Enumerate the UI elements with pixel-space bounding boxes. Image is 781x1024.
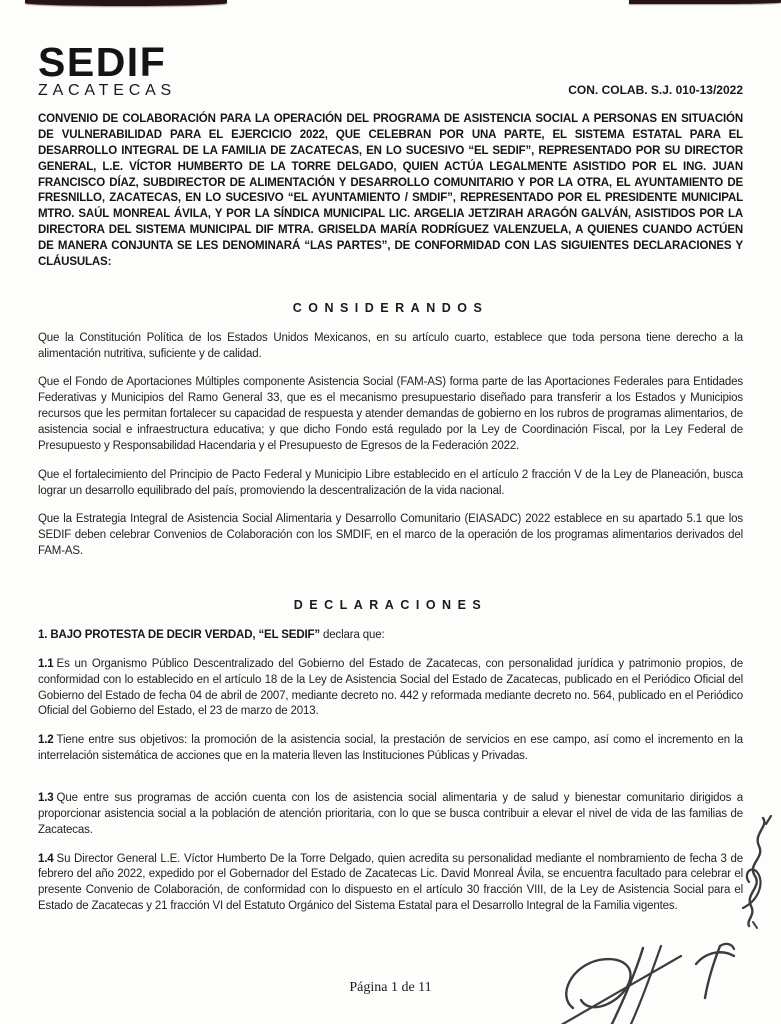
scan-artifact-top-right bbox=[629, 0, 781, 4]
declaration-item-number: 1.2 bbox=[38, 734, 54, 747]
section-title-declaraciones: DECLARACIONES bbox=[293, 597, 488, 612]
considerando-paragraph-3: Que el fortalecimiento del Principio de Pacto Federal y Municipio Libre establecido en el artículo 2 fracción V de la Ley de Planeación, busca lograr un desarrollo equilibrado del país, promoviendo la descentralización de la vida nacional. bbox=[38, 468, 743, 497]
considerando-paragraph-2: Que el Fondo de Aportaciones Múltiples componente Asistencia Social (FAM-AS) forma parte de las Aportaciones Federales para Entidades Federativas y Municipios del Ramo General 33, que es el mecanismo presupuestario diseñado para transferir a los Estados y Municipios recursos que les permitan fortalecer su capacidad de respuesta y atender demandas de gobierno en los rubros de programas alimentarios, de asistencia social e infraestructura educativa; y que dicho Fondo está regulado por la Ley de Coordinación Fiscal, por la Ley Federal de Presupuesto y Responsabilidad Hacendaria y el Presupuesto de Egresos de la Federación 2022. bbox=[38, 376, 743, 452]
logo-subtitle: ZACATECAS bbox=[38, 82, 177, 100]
declaration-item-1-1 bbox=[38, 657, 743, 720]
considerando-paragraph-1: Que la Constitución Política de los Estados Unidos Mexicanos, en su artículo cuarto, establece que toda persona tiene derecho a la alimentación nutritiva, suficiente y de calidad. bbox=[38, 331, 743, 360]
declaration-item-number: 1.3 bbox=[38, 792, 54, 804]
declaration-lead-rest: declara que: bbox=[320, 628, 385, 641]
paragraph-spacer bbox=[38, 778, 743, 791]
declaration-item-text: Es un Organismo Público Descentralizado del Gobierno del Estado de Zacatecas, con personalidad jurídica y patrimonio propios, de conformidad con lo establecido en el artículo 18 de la Ley de Asistencia Social del Estado de Zacatecas, publicado en el Periódico Oficial del Gobierno del Estado de fecha 04 de abril de 2007, mediante decreto no. 442 y reformada mediante decreto no. 564, publicado en el Periódico Oficial del Gobierno del Estado, el 23 de marzo de 2013. bbox=[38, 657, 743, 718]
section-title-considerandos: CONSIDERANDOS bbox=[292, 300, 489, 315]
declaration-item-1-2 bbox=[38, 733, 743, 765]
declaration-item-1-3 bbox=[38, 791, 743, 839]
declaration-item-text: Que entre sus programas de acción cuenta con los de asistencia social alimentaria y de salud y bienestar comunitario dirigidos a proporcionar asistencia social a la población de atención prioritaria, con lo que se busca contribuir a elevar el nivel de vida de las familias de Zacatecas. bbox=[38, 792, 743, 836]
declaration-item-number: 1.4 bbox=[38, 852, 54, 865]
declaration-item-text: Su Director General L.E. Víctor Humberto De la Torre Delgado, quien acredita su personalidad mediante el nombramiento de fecha 3 de febrero del año 2022, expedido por el Gobernador del Estado de Zacatecas Lic. David Monreal Ávila, se encuentra facultado para celebrar el presente Convenio de Colaboración, de conformidad con lo dispuesto en el artículo 30 fracción VIII, de la Ley de Asistencia Social para el Estado de Zacatecas y 21 fracción VI del Estatuto Orgánico del Sistema Estatal para el Desarrollo Integral de la Familia vigentes. bbox=[38, 852, 743, 913]
scan-artifact-top-left bbox=[25, 0, 227, 6]
opening-paragraph: CONVENIO DE COLABORACIÓN PARA LA OPERACIÓN DEL PROGRAMA DE ASISTENCIA SOCIAL A PERSONAS EN SITUACIÓN DE VULNERABILIDAD PARA EL EJERCICIO 2022, QUE CELEBRAN POR UNA PARTE, EL SISTEMA ESTATAL PARA EL DESARROLLO INTEGRAL DE LA FAMILIA DE ZACATECAS, EN LO SUCESIVO “EL SEDIF”, REPRESENTADO POR SU DIRECTOR GENERAL, L.E. VÍCTOR HUMBERTO DE LA TORRE DELGADO, QUIEN ACTÚA LEGALMENTE ASISTIDO POR EL ING. JUAN FRANCISCO DÍAZ, SUBDIRECTOR DE ALIMENTACIÓN Y DESARROLLO COMUNITARIO Y POR LA OTRA, EL AYUNTAMIENTO DE FRESNILLO, ZACATECAS, EN LO SUCESIVO “EL AYUNTAMIENTO / SMDIF”, REPRESENTADO POR EL PRESIDENTE MUNICIPAL MTRO. SAÚL MONREAL ÁVILA, Y POR LA SÍNDICA MUNICIPAL LIC. ARGELIA JETZIRAH ARAGÓN GALVÁN, ASISTIDOS POR LA DIRECTORA DEL SISTEMA MUNICIPAL DIF MTRA. GRISELDA MARÍA RODRÍGUEZ VALENZUELA, A QUIENES CUANDO ACTÚEN DE MANERA CONJUNTA SE LES DENOMINARÁ “LAS PARTES”, DE CONFORMIDAD CON LAS SIGUIENTES DECLARACIONES Y CLÁUSULAS: bbox=[38, 113, 743, 268]
page-indicator: Página 1 de 11 bbox=[349, 980, 432, 995]
declaration-item-number: 1.1 bbox=[38, 657, 54, 670]
document-reference-number: CON. COLAB. S.J. 010-13/2022 bbox=[568, 83, 743, 98]
declaration-lead-bold: 1. BAJO PROTESTA DE DECIR VERDAD, “EL SEDIF” bbox=[38, 628, 321, 641]
logo-title: SEDIF bbox=[38, 39, 167, 85]
declaration-item-text: Tiene entre sus objetivos: la promoción de la asistencia social, la prestación de servicios en ese campo, así como el incremento en la interrelación sistemática de acciones que en la materia lleven las Instituciones Públicas y Privadas. bbox=[38, 734, 743, 763]
sedif-logo bbox=[38, 39, 177, 100]
document-header bbox=[38, 39, 743, 100]
declaration-item-1-4 bbox=[38, 852, 743, 915]
considerando-paragraph-4: Que la Estrategia Integral de Asistencia Social Alimentaria y Desarrollo Comunitario (EIASADC) 2022 establece en su apartado 5.1 que los SEDIF deben celebrar Convenios de Colaboración con los SMDIF, en el marco de la operación de los programas alimentarios derivados del FAM-AS. bbox=[38, 513, 743, 558]
declaration-lead bbox=[38, 628, 743, 644]
